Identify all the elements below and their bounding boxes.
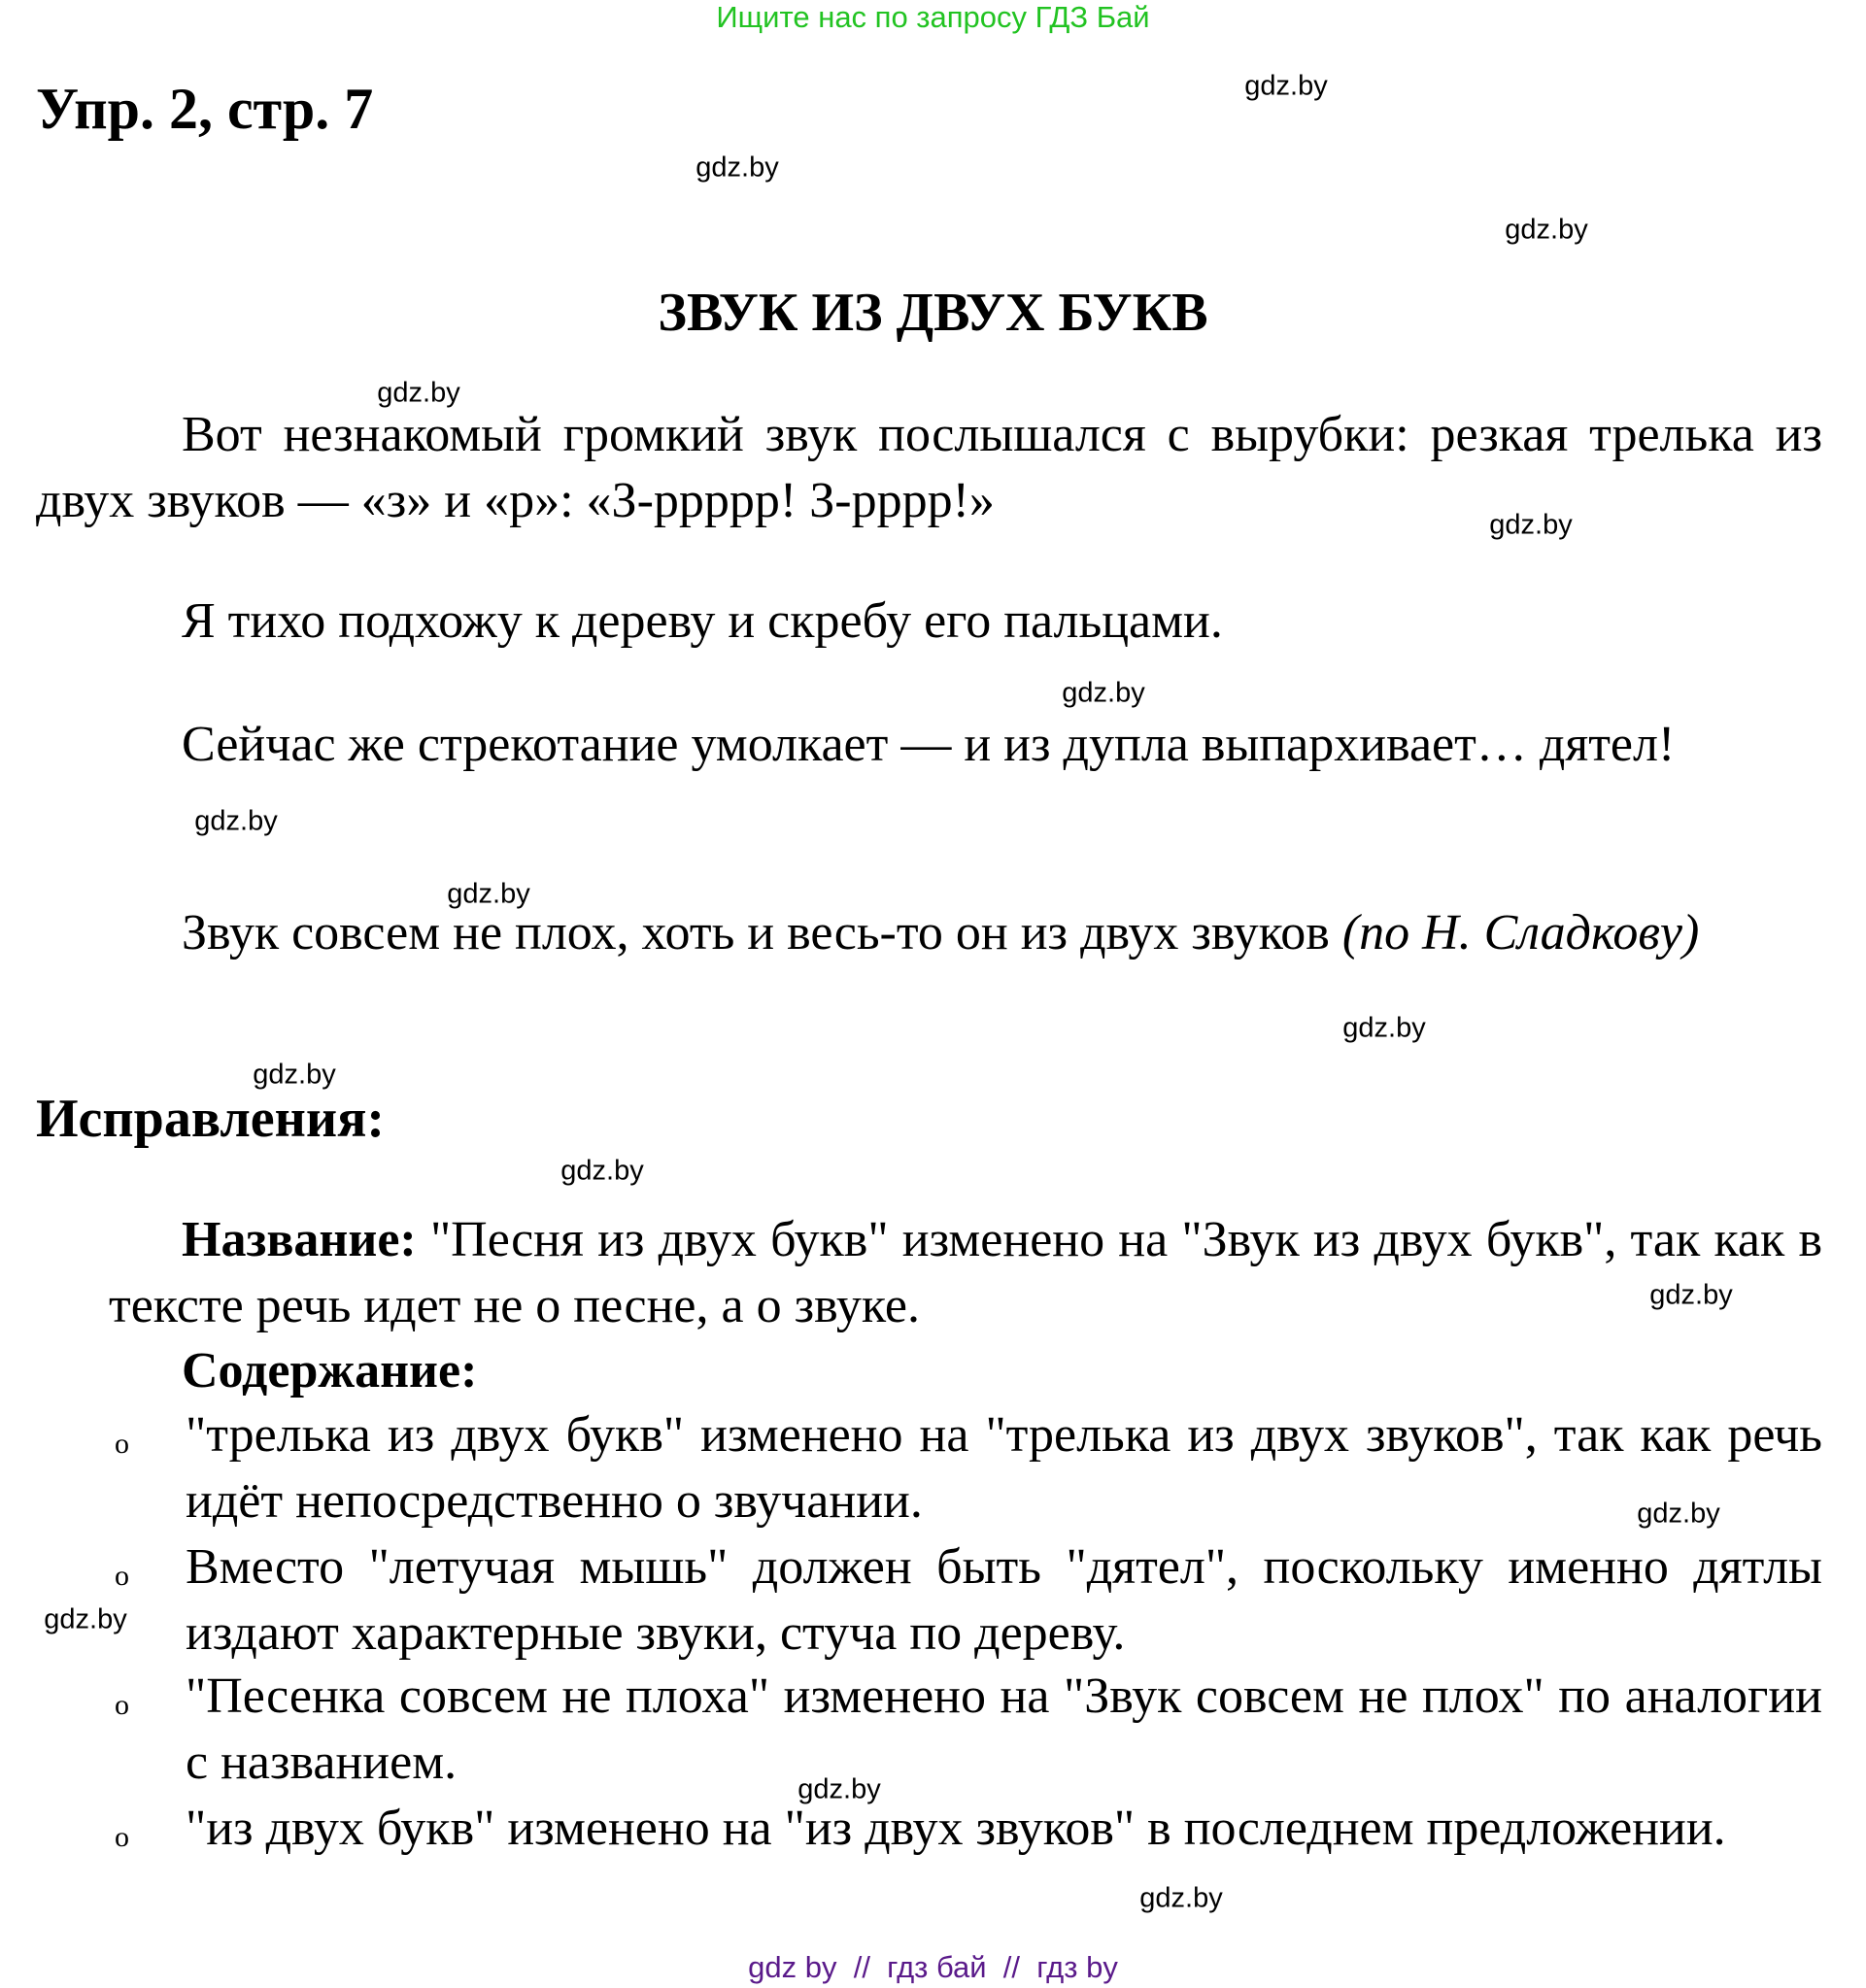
watermark: gdz.by <box>1244 70 1328 102</box>
title-label: Название: <box>182 1212 417 1267</box>
watermark: gdz.by <box>447 878 530 910</box>
watermark: gdz.by <box>1637 1498 1720 1530</box>
bullet-marker: o <box>115 1821 129 1853</box>
watermark: gdz.by <box>1139 1882 1223 1914</box>
bullet-item: "трелька из двух букв" изменено на "трелька из двух звуков", так как речь идёт непосредственно о звучании. <box>186 1407 1822 1529</box>
paragraph-text: Сейчас же стрекотание умолкает — и из дупла выпархивает… дятел! <box>182 717 1676 772</box>
exercise-title: Упр. 2, стр. 7 <box>36 77 374 141</box>
attribution: (по Н. Сладкову) <box>1341 905 1700 960</box>
watermark: gdz.by <box>194 805 278 837</box>
bullet-item: Вместо "летучая мышь" должен быть "дятел", поскольку именно дятлы издают характерные звуки, стуча по дереву. <box>186 1539 1822 1661</box>
footer-links: gdz by // гдз бай // гдз by <box>748 1950 1118 1984</box>
watermark: gdz.by <box>1342 1012 1426 1044</box>
search-banner: Ищите нас по запросу ГДЗ Бай <box>716 0 1150 34</box>
bullet-item: "Песенка совсем не плоха" изменено на "Звук совсем не плох" по аналогии с названием. <box>186 1668 1822 1790</box>
paragraph-text: Вот незнакомый громкий звук послышался с вырубки: резкая трелька из двух звуков — «з» и «р»: «З-ррррр! З-рррр!» <box>36 407 1822 528</box>
watermark: gdz.by <box>44 1603 127 1635</box>
watermark: gdz.by <box>797 1773 881 1805</box>
corrections-title: Исправления: <box>36 1089 386 1149</box>
bullet-marker: o <box>115 1689 129 1721</box>
watermark: gdz.by <box>1062 677 1145 709</box>
bullet-marker: o <box>115 1428 129 1460</box>
paragraph-text: Я тихо подхожу к дереву и скребу его пальцами. <box>182 593 1223 649</box>
paragraph-text: Звук совсем не плох, хоть и весь-то он из двух звуков <box>182 905 1330 960</box>
bullet-item: "из двух букв" изменено на "из двух звуков" в последнем предложении. <box>186 1801 1726 1856</box>
paragraph-4 <box>36 900 1822 966</box>
watermark: gdz.by <box>1505 214 1588 246</box>
title-text: "Песня из двух букв" изменено на "Звук из двух букв", так как в тексте речь идет не о песне, а о звуке. <box>109 1212 1822 1333</box>
bullet-marker: o <box>115 1560 129 1592</box>
watermark: gdz.by <box>560 1155 644 1187</box>
watermark: gdz.by <box>1649 1279 1733 1311</box>
watermark: gdz.by <box>696 152 779 184</box>
watermark: gdz.by <box>377 377 460 409</box>
content-label: Содержание: <box>182 1343 478 1398</box>
title-correction <box>109 1207 1822 1339</box>
watermark: gdz.by <box>1489 509 1573 541</box>
watermark: gdz.by <box>253 1059 336 1091</box>
paragraph-2 <box>36 589 1822 655</box>
paragraph-3 <box>36 712 1822 778</box>
text-heading: ЗВУК ИЗ ДВУХ БУКВ <box>658 283 1208 343</box>
